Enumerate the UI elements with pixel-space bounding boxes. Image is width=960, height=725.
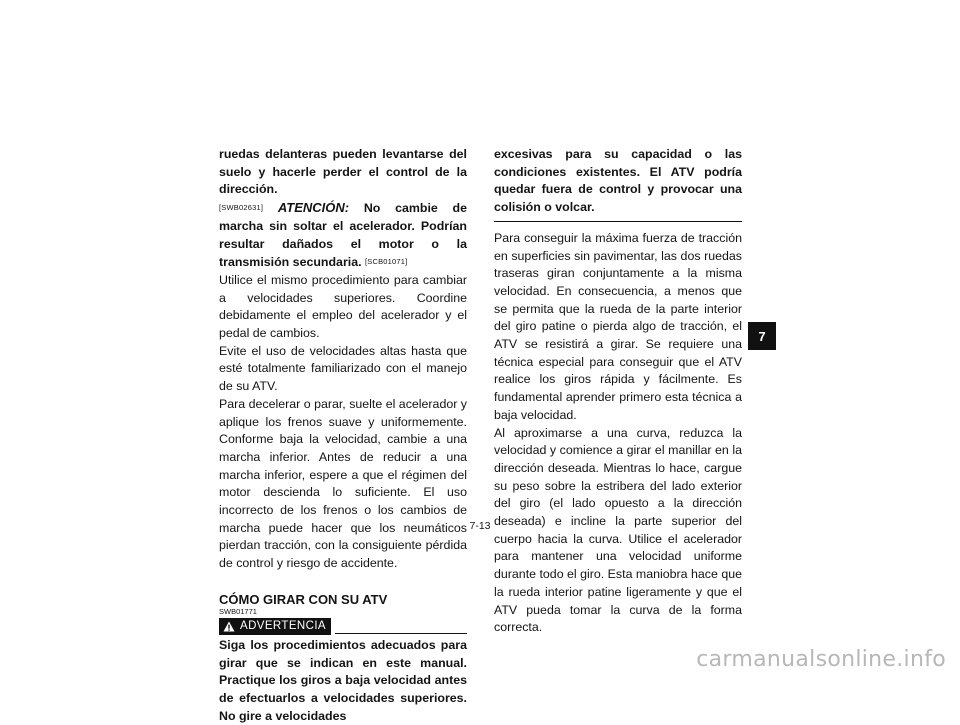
paragraph-upshift: Utilice el mismo procedimiento para cambiar a velocidades superiores. Coordine debidamente el empleo del acelerador y el pedal de cambios. (219, 272, 467, 341)
paragraph-curve: Al aproximarse a una curva, reduzca la velocidad y comience a girar el manillar en la dirección deseada. Mientras lo hace, cargue su peso sobre la estribera del lado exterior del giro (el lado opuesto a la dirección deseada) e incline la parte superior del cuerpo hacia la curva. Utilice el acelerador para mantener una velocidad uniforme durante todo el giro. Esta maniobra hace que la rueda interior patine ligeramente y que el ATV pueda tomar la curva de la forma correcta. (494, 425, 742, 635)
warning-label: ADVERTENCIA (240, 619, 326, 632)
warning-triangle-icon (223, 621, 235, 632)
chapter-tab: 7 (748, 322, 776, 350)
section-code: SWB01771 (219, 606, 257, 616)
atencion-text: No cambie de marcha sin soltar el acelerador. Podrían resultar dañados el motor o la transmisión secundaria. (219, 201, 467, 270)
warning-rule (335, 619, 467, 634)
reference-code: [SWB02631] (219, 203, 264, 213)
atencion-label: ATENCIÓN: (277, 200, 350, 216)
reference-code: [SCB01071] (365, 257, 408, 267)
warning-text: Siga los procedimientos adecuados para girar que se indican en este manual. Practique los giros a baja velocidad antes de efectuarlos a velocidades superiores. No gire a velocidades (219, 637, 467, 723)
warning-end-rule (494, 221, 742, 222)
paragraph-front-wheels-text: ruedas delanteras pueden levantarse del suelo y hacerle perder el control de la dirección. (219, 147, 467, 197)
watermark: carmanualsonline.info (696, 647, 946, 672)
section-heading: CÓMO GIRAR CON SU ATV (219, 591, 388, 607)
warning-header (219, 618, 467, 635)
left-column (219, 146, 467, 725)
paragraph-traction: Para conseguir la máxima fuerza de tracción en superficies sin pavimentar, las dos ruedas traseras giran conjuntamente a la misma velocidad. En consecuencia, a menos que se permita que la rueda de la parte interior del giro patine o pierda algo de tracción, el ATV se resistirá a girar. Se requiere una técnica especial para conseguir que el ATV realice los giros rápida y fácilmente. Es fundamental aprender primero esta técnica a baja velocidad. (494, 230, 742, 422)
paragraph-high-speed: Evite el uso de velocidades altas hasta que esté totalmente familiarizado con el manejo de su ATV. (219, 343, 467, 394)
page-number: 7-13 (469, 520, 491, 532)
paragraph-decelerate: Para decelerar o parar, suelte el acelerador y aplique los frenos suave y uniformemente. Conforme baja la velocidad, cambie a una marcha inferior. Antes de reducir a una marcha inferior, espere a que el régimen del motor descienda lo suficiente. El uso incorrecto de los frenos o los cambios de marcha puede hacer que los neumáticos pierdan tracción, con la consiguiente pérdida de control y riesgo de accidente. (219, 396, 467, 571)
atencion-notice (219, 199, 467, 272)
warning-continuation: excesivas para su capacidad o las condiciones existentes. El ATV podría quedar fuera de control y provocar una colisión o volcar. (494, 147, 742, 215)
paragraph-front-wheels (219, 146, 467, 199)
warning-badge (219, 618, 331, 635)
right-column (494, 146, 742, 637)
